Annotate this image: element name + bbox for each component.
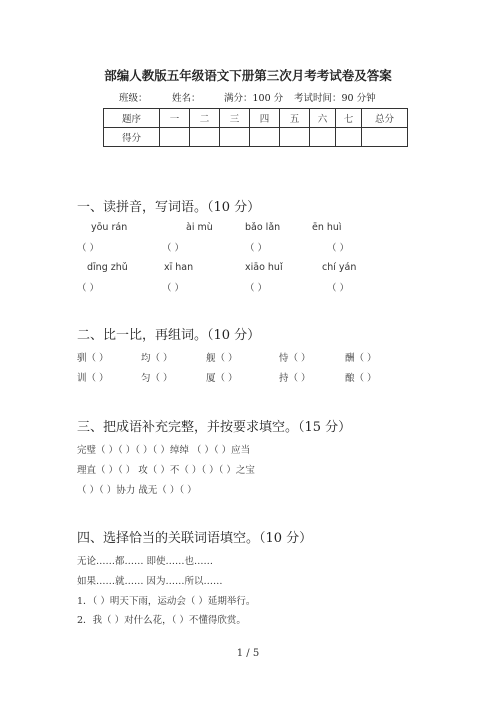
word-group[interactable]: 舰（ ）: [206, 353, 238, 364]
answer-blank[interactable]: （ ）: [162, 283, 185, 294]
pinyin: bǎo lǎn: [245, 222, 281, 233]
score-cell[interactable]: [190, 128, 220, 147]
pinyin: ēn huì: [312, 222, 342, 233]
idiom-line[interactable]: 完璧（ ）（ ）（ ）（ ）绰绰 （ ）（ ）应当: [77, 445, 251, 456]
question-1[interactable]: 1．（ ）明天下雨，运动会（ ）延期举行。: [77, 596, 256, 607]
word-group[interactable]: 均（ ）: [141, 353, 173, 364]
table-cell: 五: [280, 109, 310, 128]
word-group[interactable]: 厦（ ）: [206, 373, 238, 384]
word-group[interactable]: 匀（ ）: [141, 373, 173, 384]
answer-blank[interactable]: （ ）: [245, 283, 268, 294]
pinyin: xiāo huǐ: [245, 262, 283, 273]
answer-blank[interactable]: （ ）: [245, 243, 268, 254]
score-cell[interactable]: [220, 128, 250, 147]
table-row: [104, 109, 408, 128]
connective-options: 如果……就…… 因为……所以……: [77, 576, 223, 587]
section-heading-4: 四、选择恰当的关联词语填空。（10 分）: [77, 531, 313, 546]
table-cell: 四: [250, 109, 280, 128]
section-heading-1: 一、读拼音，写词语。（10 分）: [77, 200, 261, 215]
table-cell: 七: [336, 109, 362, 128]
table-cell: 一: [160, 109, 190, 128]
score-cell[interactable]: [336, 128, 362, 147]
word-group[interactable]: 驯（ ）: [77, 353, 109, 364]
score-cell[interactable]: [310, 128, 336, 147]
score-table: [103, 108, 408, 147]
exam-time: 考试时间：90 分钟: [294, 93, 376, 104]
word-group[interactable]: 持（ ）: [279, 373, 311, 384]
answer-blank[interactable]: （ ）: [327, 283, 350, 294]
idiom-line[interactable]: （ ）（ ）协力 战无（ ）（ ）: [77, 485, 197, 496]
pinyin: dīng zhǔ: [87, 262, 128, 273]
table-cell: 得分: [104, 128, 160, 147]
pinyin: xī han: [164, 262, 194, 273]
table-cell: 总分: [362, 109, 408, 128]
answer-blank[interactable]: （ ）: [327, 243, 350, 254]
answer-blank[interactable]: （ ）: [77, 243, 100, 254]
pinyin: yōu rán: [91, 222, 128, 233]
page-title: 部编人教版五年级语文下册第三次月考考试卷及答案: [104, 68, 392, 83]
score-cell[interactable]: [250, 128, 280, 147]
word-group[interactable]: 恃（ ）: [279, 353, 311, 364]
page-number: 1 / 5: [236, 648, 260, 659]
table-cell: 三: [220, 109, 250, 128]
class-field: 班级：: [119, 93, 148, 104]
table-cell: 题序: [104, 109, 160, 128]
score-cell[interactable]: [160, 128, 190, 147]
section-heading-2: 二、比一比，再组词。（10 分）: [77, 328, 261, 343]
word-group[interactable]: 酿（ ）: [345, 373, 377, 384]
pinyin: chí yán: [322, 262, 357, 273]
table-row: [104, 128, 408, 147]
section-heading-3: 三、把成语补充完整，并按要求填空。（15 分）: [77, 420, 352, 435]
answer-blank[interactable]: （ ）: [77, 283, 100, 294]
name-field: 姓名：: [172, 93, 201, 104]
table-cell: 二: [190, 109, 220, 128]
score-cell[interactable]: [280, 128, 310, 147]
word-group[interactable]: 训（ ）: [77, 373, 109, 384]
question-2[interactable]: 2．我（ ）对什么花，（ ）不懂得欣赏。: [77, 615, 246, 626]
word-group[interactable]: 酬（ ）: [345, 353, 377, 364]
connective-options: 无论……都…… 即使……也……: [77, 556, 214, 567]
answer-blank[interactable]: （ ）: [162, 243, 185, 254]
pinyin: ài mù: [186, 222, 213, 233]
score-cell[interactable]: [362, 128, 408, 147]
idiom-line[interactable]: 理直（ ）（ ） 攻（ ）不（ ）（ ）（ ）之宝: [77, 465, 255, 476]
table-cell: 六: [310, 109, 336, 128]
full-score: 满分：100 分: [224, 93, 284, 104]
